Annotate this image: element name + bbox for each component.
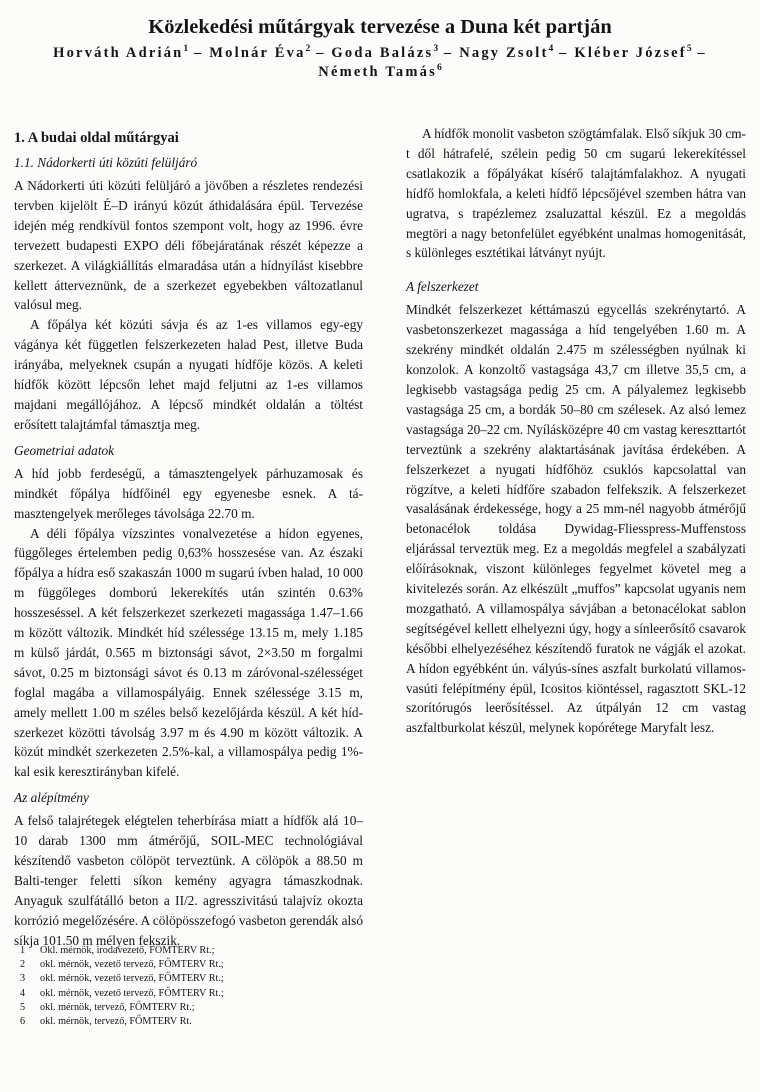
footnote-number: 5	[20, 1001, 26, 1013]
author-footnote-mark: 6	[436, 63, 442, 73]
footnote	[20, 972, 360, 986]
left-column	[14, 122, 363, 951]
footnote-number: 1	[20, 945, 26, 956]
footnote-number: 4	[20, 987, 26, 999]
subsection-heading: Geometriai adatok	[14, 442, 115, 458]
footnote-text: okl. mérnök, vezető tervező, FŐMTERV Rt.;	[40, 959, 224, 971]
footnote	[20, 944, 360, 958]
author-name: Nagy Zsolt	[459, 45, 549, 61]
author-footnote-mark: 1	[183, 44, 189, 54]
author-name: Horváth Adrián	[53, 45, 184, 61]
section-heading: 1. A budai oldal műtárgyai	[14, 130, 179, 146]
author-separator: –	[316, 45, 326, 61]
footnote-number: 2	[20, 959, 26, 971]
body-paragraph: A felső talajrétegek elégtelen teherbírása miatt a hídfők alá 10–10 darab 1300 mm átmérőjű, SOIL-MEC technológiával készítendő vasbeton cölöpöt terveztünk. A cölöpök a 88.50 m Balti-tenger feletti síkon kemény agyagra támaszkodnak. Anyaguk szulfátálló beton a II/2. agresszivitású talajvíz okozta korrózió megelőzésére. A cölöpösszefogó vasbeton gerendák alsó síkja 101.50 m mélyen fekszik.	[14, 813, 363, 948]
paper-title: Közlekedési műtárgyak tervezése a Duna két partján	[148, 16, 612, 38]
footnote-text: Okl. mérnök, irodavezető, FŐMTERV Rt.;	[40, 945, 215, 956]
author-separator: –	[559, 45, 569, 61]
right-column	[406, 124, 746, 738]
footnote-number: 6	[20, 1016, 26, 1028]
author-footnote-mark: 2	[305, 44, 311, 54]
body-paragraph: Mindkét felszerkezet kéttámaszú egycellás szekrénytartó. A vasbetonszerkezet magassága a híd tengelyében 1.60 m. A szekrény mindkét oldalán 2.475 m szélességben nyúlnak ki konzolok. A konzoltő vastagsága 43,7 cm illetve 35,5 cm, a legkisebb vastagsága pedig 25 cm. A pályalemez legkisebb vastagsága 25 cm, a bordák 50–80 cm szélesek. Az alsó lemez vastagsága 20–22 cm. Nyílásközépre 40 cm vastag kereszttartót terveztünk a szekrény alaktartásának javítása érdekében. A felszerkezet a nyugati hídfőhöz csuklós kapcsolattal van rögzítve, a keleti hídfőre szabadon felfekszik. A felszerkezet vasalásának érdekessége, hogy a 25 mm-nél nagyobb átmérőjű betonacélok toldása Dywidag-Fliesspress-Muffenstoss eljárással terveztük meg. Ez a megoldás megfelel a szabályzati előírásoknak, viszont különleges fegyelmet követel meg a kivitelezés során. Az elkészült „muffos” kapcsolat ugyanis nem mozgatható. A villamospálya sávjában a betonacélokat sablon segítségével kellett elhelyezni úgy, hogy a sínleerősítő csavarok későbbi elhelyezéséhez készítendő furatok ne vágják el azokat. A hídon egyébként ún. vályús-sínes aszfalt burkolatú villamosvasúti felépítmény épül, Icositos kiöntéssel, ragasztott SKL-12 szorítórugós leerősítéssel. Az útpályán 12 cm vastag aszfaltburkolat készül, melynek kopórétege Maryfalt lesz.	[406, 302, 746, 736]
footnotes	[20, 944, 360, 1029]
author-footnote-mark: 5	[686, 44, 692, 54]
body-paragraph: A déli főpálya vízszintes vonalvezetése a hídon egyenes, függőleges értelemben pedig 0,63% hosszesése van. Az északi főpálya a hídra eső szakaszán 1000 m sugarú ívben halad, 10 000 m függőleges domború lekerekítés után szintén 0.63% hosszeséssel. A két felszerkezet szerkezeti magassága 1.47–1.66 m között változik. Mindkét híd szélessége 13.15 m, mely 1.185 m külső járdát, 0.565 m biztonsági sávot, 2×3.50 m forgalmi sávot, 0.25 m biztonsági sávot és 0.13 m záróvonal-szélességet foglal magába a villamospályáig. Ennek szélessége 3.15 m, amely mellett 1.00 m széles belső kezelőjárda készül. A két hídszerkezet közötti távolság 3.97 m és 4.90 m között változik. A közút mindkét szerkezeten 2.5%-kal, a villamospálya pedig 1%-kal esik keresztirányban kifelé.	[14, 525, 363, 780]
body-paragraph: A hídfők monolit vasbeton szögtámfalak. Első síkjuk 30 cm-t dől hátrafelé, szélein pedig 50 cm sugarú lekerekítéssel csatlakozik a főpályákat kísérő talajtámfalakhoz. A nyugati hídfő homlokfala, a keleti hídfő lépcsőjével szemben hátra van ugratva, s trapézlemez zsaluzattal készül. Ez a megoldás megtöri a nagy betonfelület egyébként unalmas homogenitását, s különleges esztétikai látványt nyújt.	[406, 126, 746, 261]
author-separator: –	[697, 45, 707, 61]
author-separator: –	[194, 45, 204, 61]
footnote-number: 3	[20, 973, 26, 985]
body-paragraph: A Nádorkerti úti közúti felüljáró a jövőben a részletes rendezési tervben kijelölt É–D irányú közút áthidalására épül. Tervezése idején még rendkívül fontos szempont volt, hogy az 1996. évre tervezett budapesti EXPO déli főbejáratának részét képezze a szerkezet. A világkiállítás elmaradása után a hídnyílást kisebbre kellett átterveznünk, de a szerkezet egyebekben változatlanul valósul meg.	[14, 178, 363, 313]
footnote-text: okl. mérnök, tervező, FŐMTERV Rt.	[40, 1016, 192, 1028]
author-footnote-mark: 4	[548, 44, 554, 54]
author-name: Németh Tamás	[318, 64, 437, 80]
footnote	[20, 1015, 360, 1029]
author-list	[14, 44, 746, 82]
footnote-text: okl. mérnök, vezető tervező, FŐMTERV Rt.;	[40, 973, 224, 985]
author-separator: –	[443, 45, 454, 61]
author-name: Goda Balázs	[331, 45, 434, 61]
author-name: Molnár Éva	[209, 45, 306, 61]
author-footnote-mark: 3	[433, 44, 439, 54]
footnote	[20, 958, 360, 972]
footnote-text: okl. mérnök, vezető tervező, FŐMTERV Rt.;	[40, 987, 224, 999]
author-name: Kléber József	[574, 45, 687, 61]
subsection-heading: 1.1. Nádorkerti úti közúti felüljáró	[14, 155, 198, 170]
subsection-heading: Az alépítmény	[14, 790, 89, 806]
subsection-heading: A felszerkezet	[406, 279, 479, 295]
footnote-text: okl. mérnök, tervező, FŐMTERV Rt.;	[40, 1001, 195, 1013]
footnote	[20, 987, 360, 1001]
body-paragraph: A híd jobb ferdeségű, a támasztengelyek párhuzamosak és mindkét főpálya hídfőinél egy egyenesbe esnek. A támasztengelyek merőleges távolsága 22.70 m.	[14, 465, 363, 521]
footnote	[20, 1001, 360, 1015]
body-paragraph: A főpálya két közúti sávja és az 1-es villamos egy-egy vágánya két független felszerkezeten halad Pest, illetve Buda irányába, melyeknek csupán a nyugati hídfője közös. A keleti hídfők között lépcsőn lehet majd feljutni az 1-es villamos majdani megállójához. A lépcső mindkét oldalán a töltést erősített talajtámfal támasztja meg.	[14, 317, 363, 432]
